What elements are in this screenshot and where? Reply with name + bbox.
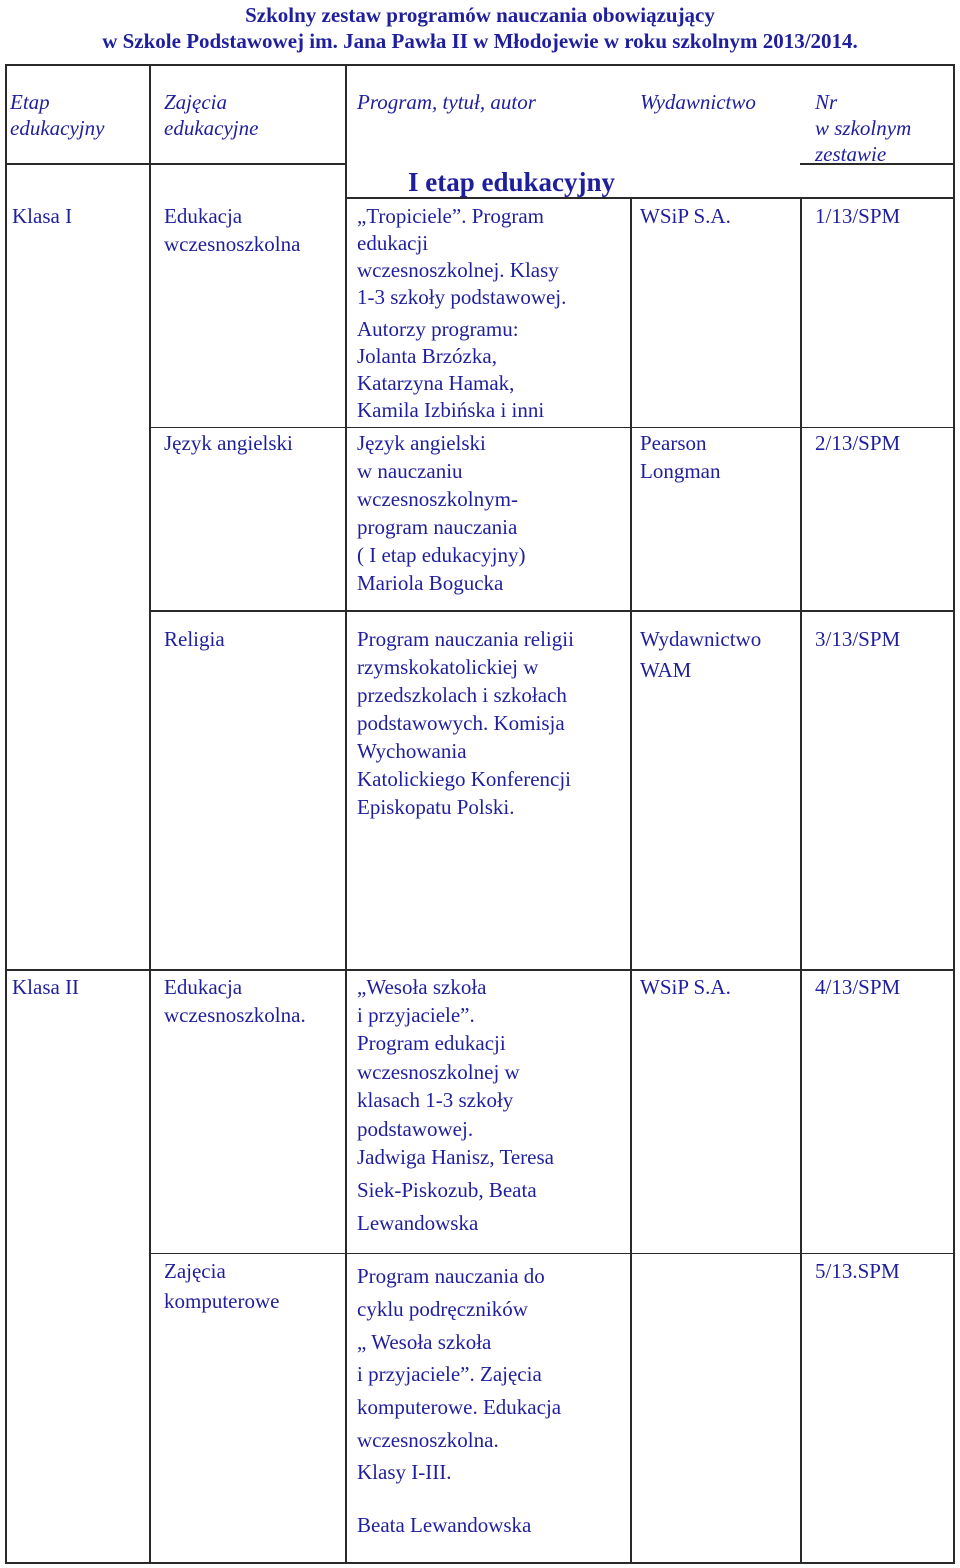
program-line: program nauczania [357, 515, 518, 539]
wydawnictwo-line: Wydawnictwo [640, 627, 762, 651]
document-title-line-1: Szkolny zestaw programów nauczania obowiązujący [245, 3, 715, 27]
zajecia-line: Edukacja [164, 975, 243, 999]
program-line: Program nauczania do [357, 1264, 545, 1288]
program-line: Siek-Piskozub, Beata [357, 1178, 537, 1202]
zajecia-line: Edukacja [164, 204, 243, 228]
program-line: wczesnoszkolna. [357, 1428, 499, 1452]
program-line: Jolanta Brzózka, [357, 344, 497, 368]
program-line: i przyjaciele”. [357, 1003, 475, 1027]
header-zajecia-line-1: Zajęcia [164, 90, 227, 114]
header-program: Program, tytuł, autor [357, 90, 536, 114]
program-line: i przyjaciele”. Zajęcia [357, 1362, 542, 1386]
wydawnictwo-line: WSiP S.A. [640, 975, 731, 999]
header-wydawnictwo: Wydawnictwo [640, 90, 756, 114]
program-line: Katolickiego Konferencji [357, 767, 571, 791]
zajecia-line: wczesnoszkolna [164, 232, 301, 256]
program-line: Mariola Bogucka [357, 571, 504, 595]
program-line: „ Wesoła szkoła [357, 1330, 492, 1354]
program-line: Język angielski [357, 431, 486, 455]
header-zajecia-line-2: edukacyjne [164, 116, 259, 140]
program-line: przedszkolach i szkołach [357, 683, 567, 707]
zajecia-line: wczesnoszkolna. [164, 1003, 306, 1027]
header-etap-line-1: Etap [10, 90, 50, 114]
klasa-label: Klasa I [12, 204, 73, 228]
wydawnictwo-line: WSiP S.A. [640, 204, 731, 228]
header-nr-line-3: zestawie [815, 142, 887, 166]
zajecia-line: komputerowe [164, 1289, 280, 1313]
program-line: Jadwiga Hanisz, Teresa [357, 1145, 554, 1169]
program-line: Program edukacji [357, 1031, 506, 1055]
program-line: „Wesoła szkoła [357, 975, 487, 999]
program-line: Wychowania [357, 739, 467, 763]
wydawnictwo-line: Longman [640, 459, 721, 483]
header-nr-line-1: Nr [815, 90, 838, 114]
nr-value: 2/13/SPM [815, 431, 901, 455]
program-line: 1-3 szkoły podstawowej. [357, 285, 567, 309]
program-line: wczesnoszkolnej. Klasy [357, 258, 559, 282]
program-line: podstawowej. [357, 1117, 474, 1141]
program-line: klasach 1-3 szkoły [357, 1088, 514, 1112]
nr-value: 3/13/SPM [815, 627, 901, 651]
program-line: cyklu podręczników [357, 1297, 528, 1321]
nr-value: 1/13/SPM [815, 204, 901, 228]
nr-value: 4/13/SPM [815, 975, 901, 999]
zajecia-line: Język angielski [164, 431, 293, 455]
program-line: „Tropiciele”. Program [357, 204, 545, 228]
section-title: I etap edukacyjny [408, 167, 616, 197]
program-line: rzymskokatolickiej w [357, 655, 539, 679]
zajecia-line: Religia [164, 627, 225, 651]
program-line: ( I etap edukacyjny) [357, 543, 526, 567]
program-line: Program nauczania religii [357, 627, 574, 651]
program-line: Katarzyna Hamak, [357, 371, 515, 395]
program-line: w nauczaniu [357, 459, 463, 483]
document-title-line-2: w Szkole Podstawowej im. Jana Pawła II w Młodojewie w roku szkolnym 2013/2014. [102, 29, 858, 53]
header-etap-line-2: edukacyjny [10, 116, 105, 140]
nr-value: 5/13.SPM [815, 1259, 900, 1283]
program-line: edukacji [357, 231, 429, 255]
program-line: podstawowych. Komisja [357, 711, 565, 735]
program-line: Kamila Izbińska i inni [357, 398, 545, 422]
klasa-label: Klasa II [12, 975, 80, 999]
header-nr-line-2: w szkolnym [815, 116, 912, 140]
wydawnictwo-line: WAM [640, 658, 692, 682]
program-line: komputerowe. Edukacja [357, 1395, 562, 1419]
program-line: Klasy I-III. [357, 1460, 452, 1484]
program-line: wczesnoszkolnej w [357, 1060, 520, 1084]
program-line: Beata Lewandowska [357, 1513, 532, 1537]
program-line: Episkopatu Polski. [357, 795, 515, 819]
zajecia-line: Zajęcia [164, 1259, 226, 1283]
wydawnictwo-line: Pearson [640, 431, 707, 455]
program-line: wczesnoszkolnym- [357, 487, 518, 511]
program-line: Lewandowska [357, 1211, 479, 1235]
program-line: Autorzy programu: [357, 317, 519, 341]
